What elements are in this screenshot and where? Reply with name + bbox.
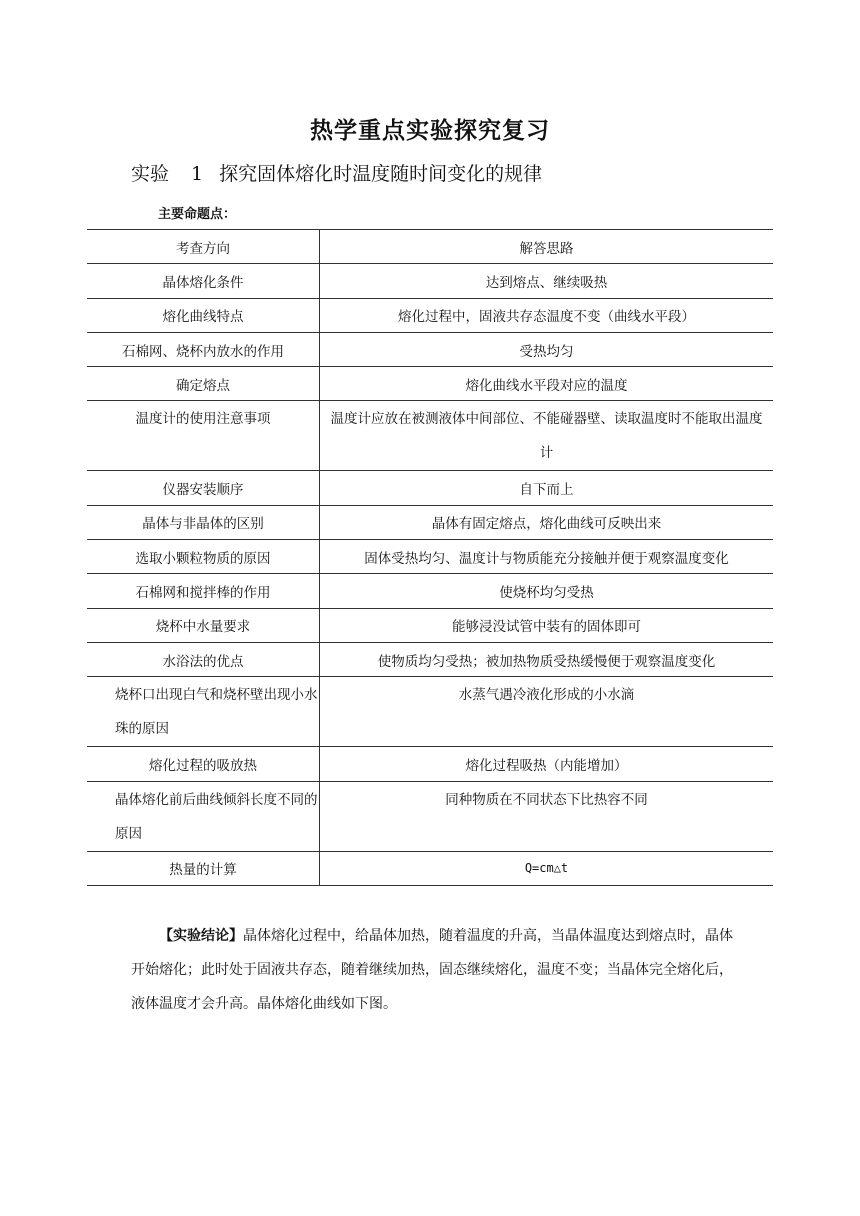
conclusion-paragraph — [131, 919, 741, 1021]
topic-cell: 烧杯中水量要求 — [87, 608, 320, 642]
table-row — [87, 401, 773, 471]
column-header-answer: 解答思路 — [320, 230, 774, 264]
table-row — [87, 677, 773, 747]
table-row — [87, 264, 773, 298]
answer-cell: 水蒸气遇冷液化形成的小水滴 — [320, 677, 774, 747]
experiment-number: 1 — [191, 163, 204, 185]
answer-cell: 同种物质在不同状态下比热容不同 — [320, 781, 774, 851]
table-row — [87, 747, 773, 781]
conclusion-label: 【实验结论】 — [159, 928, 243, 944]
topic-cell: 熔化曲线特点 — [87, 298, 320, 332]
table-row — [87, 505, 773, 539]
table-row — [87, 608, 773, 642]
topic-cell: 温度计的使用注意事项 — [87, 401, 320, 471]
answer-cell: 达到熔点、继续吸热 — [320, 264, 774, 298]
topic-cell: 选取小颗粒物质的原因 — [87, 540, 320, 574]
topic-cell: 热量的计算 — [87, 851, 320, 885]
table-header-row — [87, 230, 773, 264]
table-row — [87, 367, 773, 401]
answer-cell: 晶体有固定熔点，熔化曲线可反映出来 — [320, 505, 774, 539]
answer-cell: 温度计应放在被测液体中间部位、不能碰器壁、读取温度时不能取出温度计 — [320, 401, 774, 471]
page-title: 热学重点实验探究复习 — [310, 118, 550, 144]
topic-cell: 晶体熔化前后曲线倾斜长度不同的原因 — [87, 781, 320, 851]
topic-cell: 晶体熔化条件 — [87, 264, 320, 298]
column-header-topic: 考查方向 — [87, 230, 320, 264]
table-row — [87, 540, 773, 574]
answer-cell: 能够浸没试管中装有的固体即可 — [320, 608, 774, 642]
answer-cell: 使物质均匀受热；被加热物质受热缓慢便于观察温度变化 — [320, 642, 774, 676]
topic-cell: 烧杯口出现白气和烧杯壁出现小水珠的原因 — [87, 677, 320, 747]
answer-cell: 自下而上 — [320, 471, 774, 505]
answer-cell: 固体受热均匀、温度计与物质能充分接触并便于观察温度变化 — [320, 540, 774, 574]
topic-cell: 石棉网、烧杯内放水的作用 — [87, 332, 320, 366]
experiment-heading — [131, 159, 542, 186]
table-row — [87, 332, 773, 366]
answer-cell: 熔化过程中，固液共存态温度不变（曲线水平段） — [320, 298, 774, 332]
table-row — [87, 851, 773, 885]
table-row — [87, 471, 773, 505]
key-points-table — [87, 229, 773, 886]
topic-cell: 水浴法的优点 — [87, 642, 320, 676]
experiment-label: 实验 — [131, 163, 170, 185]
key-points-label: 主要命题点： — [158, 207, 237, 222]
topic-cell: 确定熔点 — [87, 367, 320, 401]
topic-cell: 熔化过程的吸放热 — [87, 747, 320, 781]
answer-cell: 熔化曲线水平段对应的温度 — [320, 367, 774, 401]
table-row — [87, 574, 773, 608]
table-row — [87, 781, 773, 851]
answer-cell: 使烧杯均匀受热 — [320, 574, 774, 608]
topic-cell: 石棉网和搅拌棒的作用 — [87, 574, 320, 608]
answer-cell: Q=cm△t — [320, 851, 774, 885]
answer-cell: 受热均匀 — [320, 332, 774, 366]
table-row — [87, 298, 773, 332]
experiment-name: 探究固体熔化时温度随时间变化的规律 — [219, 163, 543, 185]
topic-cell: 晶体与非晶体的区别 — [87, 505, 320, 539]
table-row — [87, 642, 773, 676]
topic-cell: 仪器安装顺序 — [87, 471, 320, 505]
answer-cell: 熔化过程吸热（内能增加） — [320, 747, 774, 781]
conclusion-text: 晶体熔化过程中，给晶体加热，随着温度的升高，当晶体温度达到熔点时，晶体开始熔化；此时处于固液共存态，随着继续加热，固态继续熔化，温度不变；当晶体完全熔化后，液体温度才会升高。晶体熔化曲线如下图。 — [131, 928, 733, 1012]
